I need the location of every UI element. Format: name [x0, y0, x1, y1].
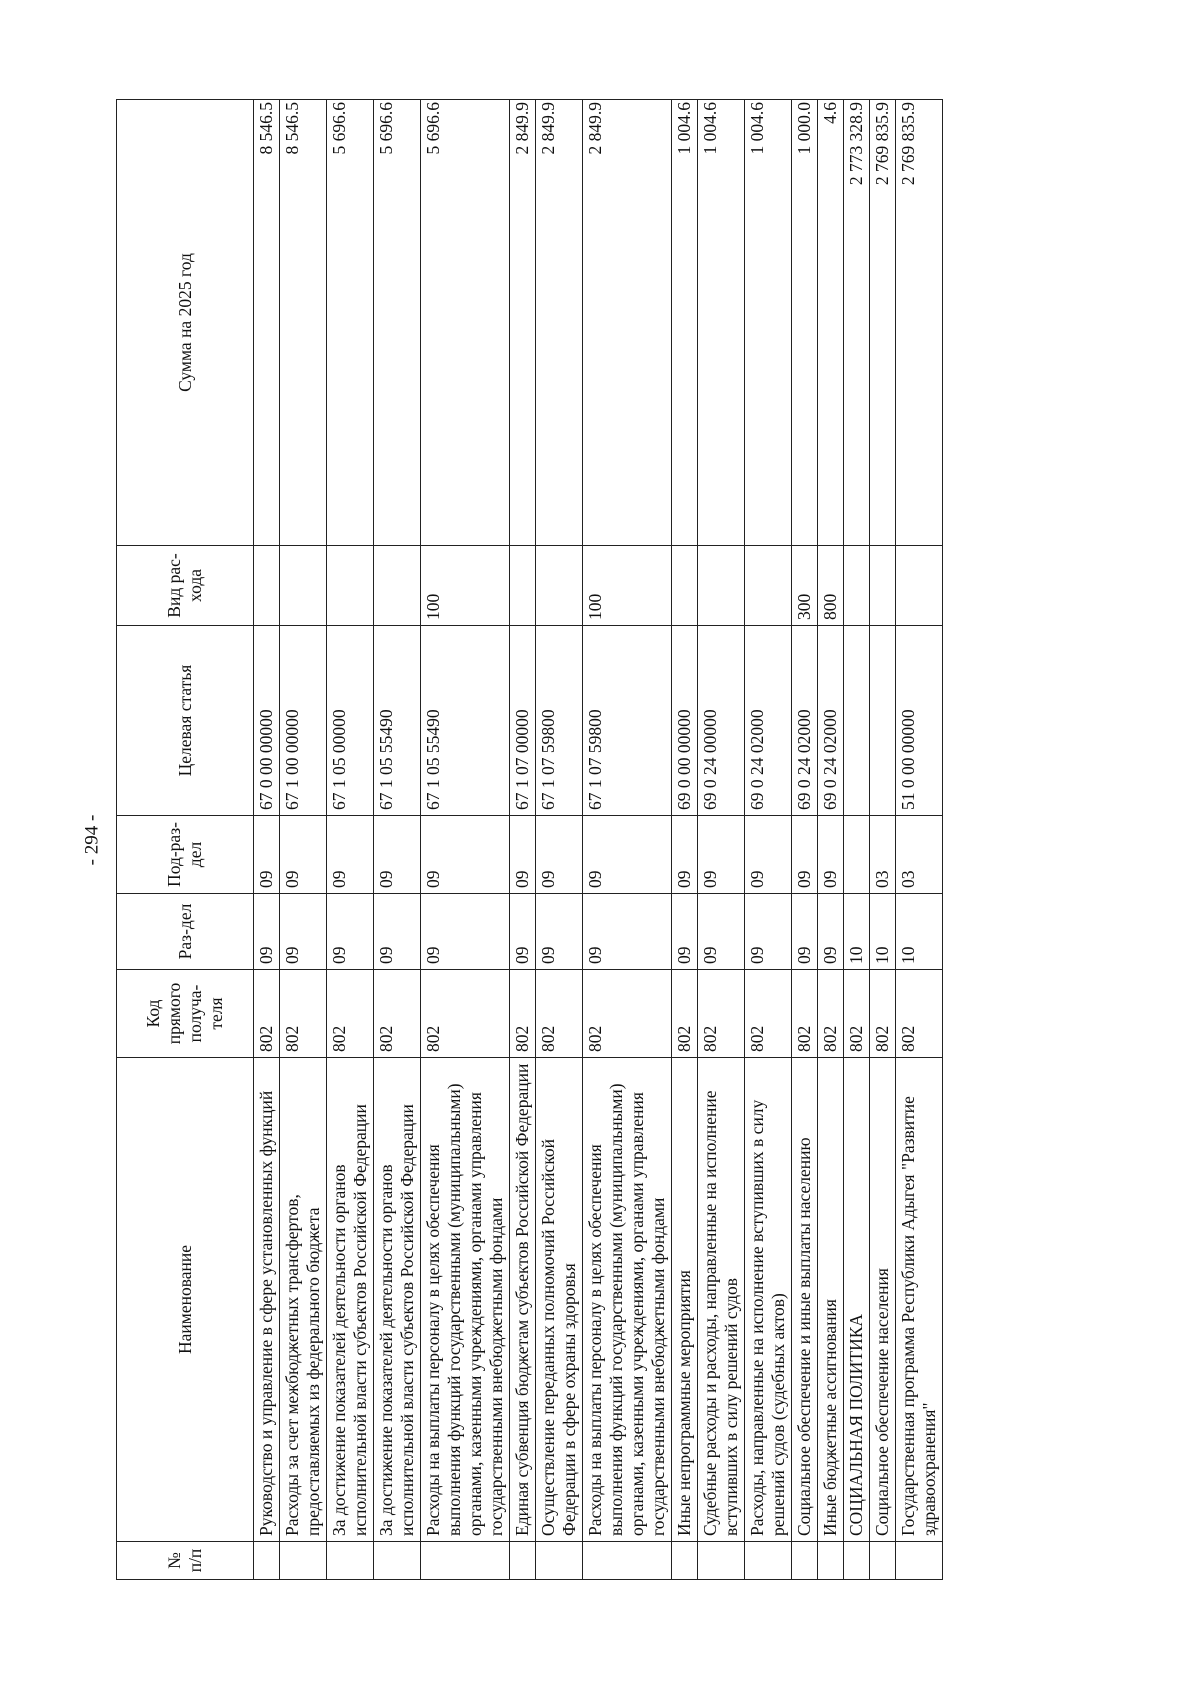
- header-celevaya: Целевая статья: [117, 626, 254, 816]
- cell-num: [583, 1542, 672, 1580]
- table-row: [280, 100, 327, 1580]
- cell-num: [792, 1542, 818, 1580]
- cell-num: [672, 1542, 698, 1580]
- cell-celevaya: 69 0 00 00000: [672, 626, 698, 816]
- cell-podrazdel: 09: [818, 816, 844, 894]
- cell-razdel: 09: [421, 894, 510, 970]
- cell-razdel: 09: [818, 894, 844, 970]
- cell-podrazdel: [844, 816, 870, 894]
- cell-sum: 1 004.6: [672, 100, 698, 546]
- cell-razdel: 09: [672, 894, 698, 970]
- cell-podrazdel: 09: [698, 816, 745, 894]
- cell-num: [896, 1542, 943, 1580]
- cell-celevaya: 69 0 24 02000: [745, 626, 792, 816]
- table-row: [536, 100, 583, 1580]
- cell-name: За достижение показателей деятельности органов исполнительной власти субъектов Российской Федерации: [327, 1058, 374, 1542]
- cell-celevaya: 69 0 24 00000: [698, 626, 745, 816]
- cell-podrazdel: 09: [327, 816, 374, 894]
- cell-name: СОЦИАЛЬНАЯ ПОЛИТИКА: [844, 1058, 870, 1542]
- table-row: [327, 100, 374, 1580]
- page-number: [80, 810, 104, 870]
- cell-vid: [698, 546, 745, 626]
- cell-sum: 2 769 835.9: [896, 100, 943, 546]
- cell-code: 802: [672, 970, 698, 1058]
- cell-code: 802: [536, 970, 583, 1058]
- table-row: [745, 100, 792, 1580]
- cell-podrazdel: 09: [745, 816, 792, 894]
- cell-name: Государственная программа Республики Адыгея "Развитие здравоохранения": [896, 1058, 943, 1542]
- cell-celevaya: 67 1 07 00000: [510, 626, 536, 816]
- table-header-row: [117, 100, 254, 1580]
- cell-num: [536, 1542, 583, 1580]
- cell-num: [327, 1542, 374, 1580]
- cell-celevaya: 67 1 05 55490: [374, 626, 421, 816]
- cell-razdel: 10: [870, 894, 896, 970]
- cell-sum: 5 696.6: [327, 100, 374, 546]
- page-number-text: - 294 -: [81, 814, 102, 866]
- cell-code: 802: [792, 970, 818, 1058]
- cell-sum: 1 004.6: [745, 100, 792, 546]
- cell-num: [421, 1542, 510, 1580]
- cell-name: Расходы, направленные на исполнение вступивших в силу решений судов (судебных актов): [745, 1058, 792, 1542]
- cell-name: Расходы за счет межбюджетных трансфертов, предоставляемых из федерального бюджета: [280, 1058, 327, 1542]
- cell-vid: [254, 546, 280, 626]
- cell-sum: 8 546.5: [280, 100, 327, 546]
- cell-code: 802: [374, 970, 421, 1058]
- cell-razdel: 09: [583, 894, 672, 970]
- table-body: [254, 100, 943, 1580]
- table-row: [421, 100, 510, 1580]
- cell-name: Иные бюджетные ассигнования: [818, 1058, 844, 1542]
- cell-celevaya: 67 1 07 59800: [583, 626, 672, 816]
- cell-name: Социальное обеспечение и иные выплаты населению: [792, 1058, 818, 1542]
- cell-sum: 1 004.6: [698, 100, 745, 546]
- table-row: [844, 100, 870, 1580]
- cell-razdel: 09: [792, 894, 818, 970]
- table-row: [374, 100, 421, 1580]
- table-row: [254, 100, 280, 1580]
- cell-vid: [280, 546, 327, 626]
- cell-name: Единая субвенция бюджетам субъектов Российской Федерации: [510, 1058, 536, 1542]
- cell-sum: 4.6: [818, 100, 844, 546]
- table-row: [896, 100, 943, 1580]
- cell-sum: 1 000.0: [792, 100, 818, 546]
- cell-podrazdel: 09: [374, 816, 421, 894]
- cell-razdel: 09: [280, 894, 327, 970]
- cell-vid: [327, 546, 374, 626]
- cell-podrazdel: 09: [792, 816, 818, 894]
- cell-num: [374, 1542, 421, 1580]
- cell-num: [510, 1542, 536, 1580]
- cell-sum: 5 696.6: [421, 100, 510, 546]
- cell-num: [818, 1542, 844, 1580]
- budget-table: [116, 99, 943, 1580]
- cell-name: За достижение показателей деятельности органов исполнительной власти субъектов Российской Федерации: [374, 1058, 421, 1542]
- header-code: Код прямого получа-теля: [117, 970, 254, 1058]
- cell-name: Руководство и управление в сфере установленных функций: [254, 1058, 280, 1542]
- cell-razdel: 09: [327, 894, 374, 970]
- rotated-table-container: [116, 100, 1066, 1580]
- cell-sum: 2 849.9: [536, 100, 583, 546]
- cell-code: 802: [327, 970, 374, 1058]
- cell-vid: [896, 546, 943, 626]
- cell-name: Расходы на выплаты персоналу в целях обеспечения выполнения функций государственными (муниципальными) органами, казенными учреждениями, органами управления государственными внебюджетными фондами: [421, 1058, 510, 1542]
- table-row: [672, 100, 698, 1580]
- cell-vid: [844, 546, 870, 626]
- header-name: Наименование: [117, 1058, 254, 1542]
- cell-razdel: 09: [745, 894, 792, 970]
- cell-code: 802: [280, 970, 327, 1058]
- table-row: [583, 100, 672, 1580]
- cell-name: Судебные расходы и расходы, направленные на исполнение вступивших в силу решений судов: [698, 1058, 745, 1542]
- cell-podrazdel: 09: [672, 816, 698, 894]
- cell-code: 802: [896, 970, 943, 1058]
- cell-celevaya: 67 1 00 00000: [280, 626, 327, 816]
- table-row: [698, 100, 745, 1580]
- cell-razdel: 09: [254, 894, 280, 970]
- cell-razdel: 10: [844, 894, 870, 970]
- cell-podrazdel: 09: [510, 816, 536, 894]
- cell-podrazdel: 09: [254, 816, 280, 894]
- cell-razdel: 10: [896, 894, 943, 970]
- cell-num: [844, 1542, 870, 1580]
- cell-podrazdel: 09: [583, 816, 672, 894]
- cell-podrazdel: 03: [896, 816, 943, 894]
- cell-num: [745, 1542, 792, 1580]
- table-row: [818, 100, 844, 1580]
- cell-razdel: 09: [510, 894, 536, 970]
- cell-podrazdel: 09: [421, 816, 510, 894]
- cell-sum: 5 696.6: [374, 100, 421, 546]
- cell-code: 802: [698, 970, 745, 1058]
- cell-razdel: 09: [536, 894, 583, 970]
- cell-vid: [745, 546, 792, 626]
- header-razdel: Раз-дел: [117, 894, 254, 970]
- cell-podrazdel: 03: [870, 816, 896, 894]
- cell-code: 802: [745, 970, 792, 1058]
- cell-celevaya: [870, 626, 896, 816]
- header-vid: Вид рас-хода: [117, 546, 254, 626]
- cell-celevaya: 69 0 24 02000: [792, 626, 818, 816]
- cell-vid: [374, 546, 421, 626]
- cell-celevaya: [844, 626, 870, 816]
- cell-vid: [510, 546, 536, 626]
- cell-code: 802: [818, 970, 844, 1058]
- header-sum: Сумма на 2025 год: [117, 100, 254, 546]
- table-row: [792, 100, 818, 1580]
- table-row: [510, 100, 536, 1580]
- table-row: [870, 100, 896, 1580]
- cell-razdel: 09: [374, 894, 421, 970]
- cell-num: [870, 1542, 896, 1580]
- header-podrazdel: Под-раз-дел: [117, 816, 254, 894]
- cell-sum: 2 769 835.9: [870, 100, 896, 546]
- document-table-area: [116, 100, 1066, 1580]
- cell-name: Иные непрограммные мероприятия: [672, 1058, 698, 1542]
- cell-code: 802: [583, 970, 672, 1058]
- cell-num: [280, 1542, 327, 1580]
- cell-vid: [672, 546, 698, 626]
- cell-name: Расходы на выплаты персоналу в целях обеспечения выполнения функций государственными (муниципальными) органами, казенными учреждениями, органами управления государственными внебюджетными фондами: [583, 1058, 672, 1542]
- cell-num: [254, 1542, 280, 1580]
- cell-num: [698, 1542, 745, 1580]
- cell-sum: 2 849.9: [583, 100, 672, 546]
- cell-celevaya: 67 1 05 55490: [421, 626, 510, 816]
- cell-celevaya: 67 1 05 00000: [327, 626, 374, 816]
- cell-sum: 8 546.5: [254, 100, 280, 546]
- cell-vid: [870, 546, 896, 626]
- cell-name: Осуществление переданных полномочий Российской Федерации в сфере охраны здоровья: [536, 1058, 583, 1542]
- cell-podrazdel: 09: [280, 816, 327, 894]
- cell-celevaya: 67 0 00 00000: [254, 626, 280, 816]
- cell-code: 802: [421, 970, 510, 1058]
- cell-sum: 2 849.9: [510, 100, 536, 546]
- cell-celevaya: 69 0 24 02000: [818, 626, 844, 816]
- cell-code: 802: [254, 970, 280, 1058]
- cell-vid: 300: [792, 546, 818, 626]
- cell-vid: 100: [583, 546, 672, 626]
- cell-celevaya: 51 0 00 00000: [896, 626, 943, 816]
- cell-vid: 800: [818, 546, 844, 626]
- cell-name: Социальное обеспечение населения: [870, 1058, 896, 1542]
- cell-code: 802: [870, 970, 896, 1058]
- cell-vid: [536, 546, 583, 626]
- cell-razdel: 09: [698, 894, 745, 970]
- header-num: № п/п: [117, 1542, 254, 1580]
- cell-vid: 100: [421, 546, 510, 626]
- cell-code: 802: [510, 970, 536, 1058]
- cell-code: 802: [844, 970, 870, 1058]
- cell-podrazdel: 09: [536, 816, 583, 894]
- cell-celevaya: 67 1 07 59800: [536, 626, 583, 816]
- cell-sum: 2 773 328.9: [844, 100, 870, 546]
